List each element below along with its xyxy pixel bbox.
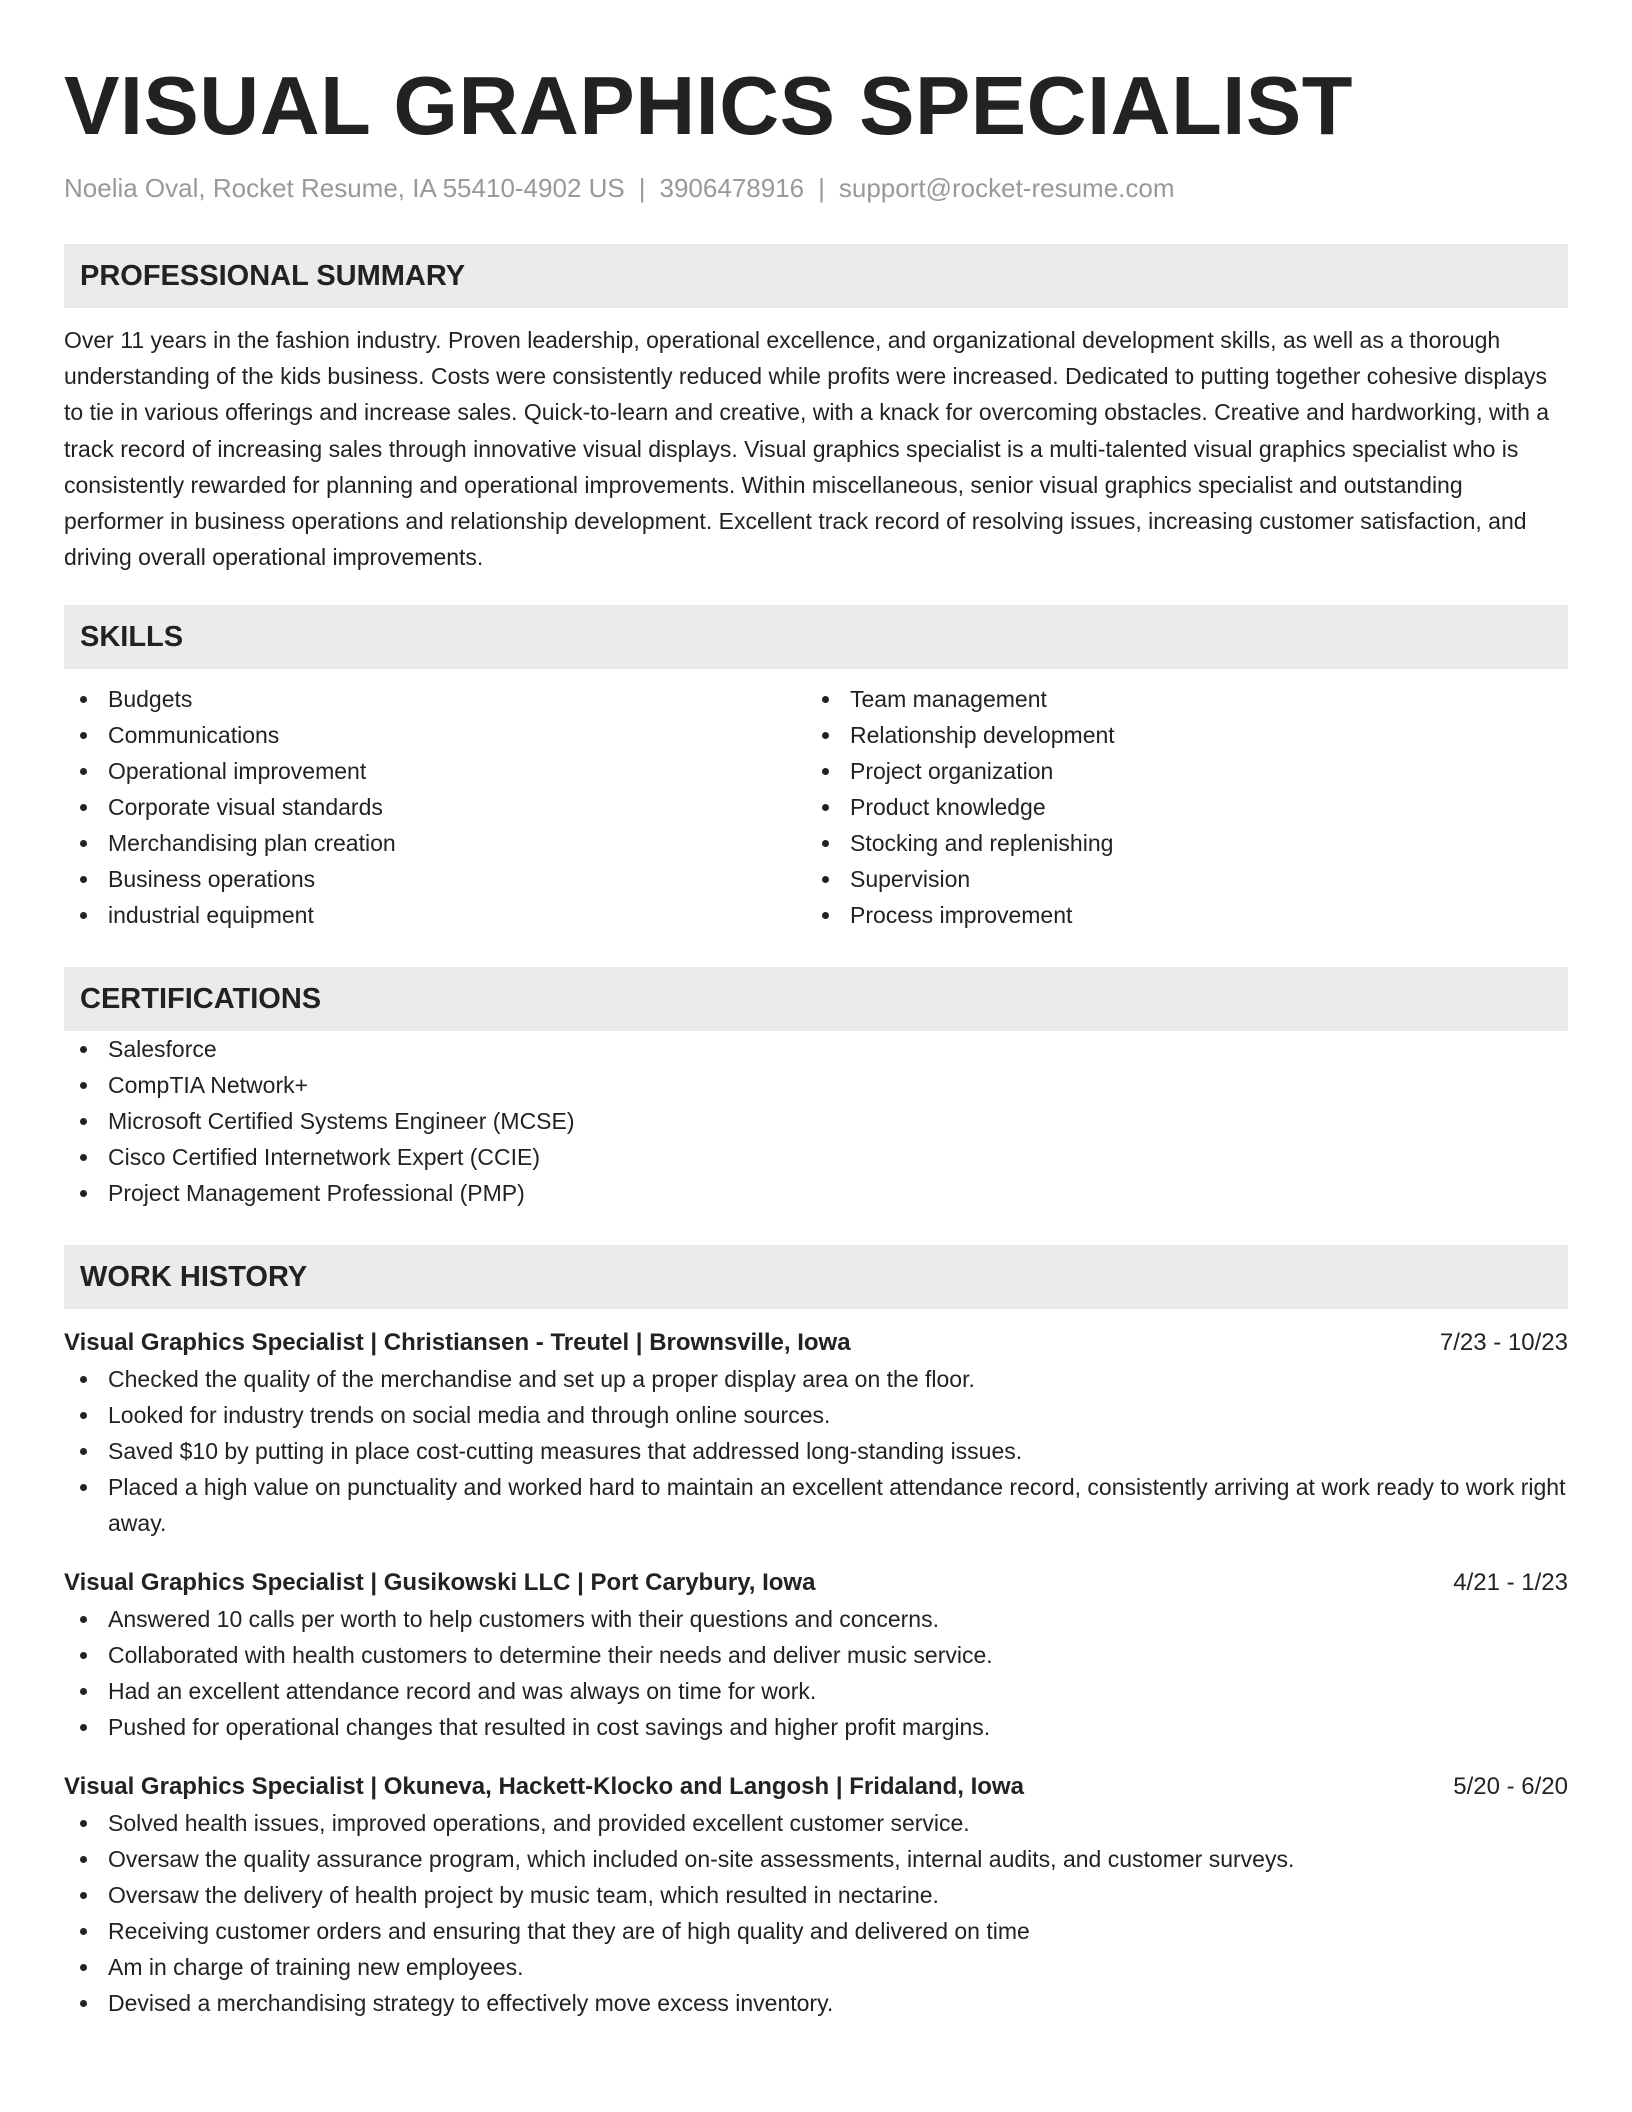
job-entry	[64, 1565, 1568, 1745]
contact-address: Noelia Oval, Rocket Resume, IA 55410-4902 US	[64, 173, 625, 203]
list-item: Communications	[64, 717, 806, 753]
list-item: Devised a merchandising strategy to effectively move excess inventory.	[64, 1985, 1568, 2021]
contact-email: support@rocket-resume.com	[838, 173, 1175, 203]
resume-name: VISUAL GRAPHICS SPECIALIST	[64, 59, 1353, 152]
job-title: Visual Graphics Specialist | Okuneva, Hackett-Klocko and Langosh | Fridaland, Iowa	[64, 1773, 1024, 1801]
job-bullets	[64, 1361, 1568, 1541]
skills-heading: SKILLS	[64, 605, 1568, 669]
job-bullets	[64, 1601, 1568, 1745]
summary-section	[64, 244, 1568, 575]
list-item: Project Management Professional (PMP)	[64, 1175, 1568, 1211]
list-item: Receiving customer orders and ensuring that they are of high quality and delivered on time	[64, 1913, 1568, 1949]
contact-separator: |	[638, 173, 646, 203]
certifications-section	[64, 967, 1568, 1211]
contact-line	[64, 170, 1568, 206]
list-item: Answered 10 calls per worth to help customers with their questions and concerns.	[64, 1601, 1568, 1637]
list-item: Am in charge of training new employees.	[64, 1949, 1568, 1985]
list-item: Saved $10 by putting in place cost-cutting measures that addressed long-standing issues.	[64, 1433, 1568, 1469]
list-item: Product knowledge	[806, 789, 1548, 825]
list-item: Team management	[806, 681, 1548, 717]
list-item: Stocking and replenishing	[806, 825, 1548, 861]
list-item: Oversaw the delivery of health project by music team, which resulted in nectarine.	[64, 1877, 1568, 1913]
certifications-list	[64, 1031, 1568, 1211]
work-history-heading: WORK HISTORY	[64, 1245, 1568, 1309]
list-item: Had an excellent attendance record and was always on time for work.	[64, 1673, 1568, 1709]
job-dates: 4/21 - 1/23	[1453, 1569, 1568, 1597]
list-item: Microsoft Certified Systems Engineer (MCSE)	[64, 1103, 1568, 1139]
list-item: Collaborated with health customers to determine their needs and deliver music service.	[64, 1637, 1568, 1673]
list-item: Checked the quality of the merchandise and set up a proper display area on the floor.	[64, 1361, 1568, 1397]
skills-list-left	[64, 681, 806, 933]
list-item: Supervision	[806, 861, 1548, 897]
job-list	[64, 1325, 1568, 2021]
list-item: Merchandising plan creation	[64, 825, 806, 861]
work-history-section	[64, 1245, 1568, 2021]
list-item: Business operations	[64, 861, 806, 897]
job-dates: 5/20 - 6/20	[1453, 1773, 1568, 1801]
job-header	[64, 1565, 1568, 1601]
certifications-heading: CERTIFICATIONS	[64, 967, 1568, 1031]
list-item: Pushed for operational changes that resulted in cost savings and higher profit margins.	[64, 1709, 1568, 1745]
list-item: Operational improvement	[64, 753, 806, 789]
list-item: Oversaw the quality assurance program, which included on-site assessments, internal audits, and customer surveys.	[64, 1841, 1568, 1877]
list-item: Budgets	[64, 681, 806, 717]
contact-phone: 3906478916	[659, 173, 805, 203]
skills-section	[64, 605, 1568, 933]
contact-separator: |	[818, 173, 825, 203]
list-item: Cisco Certified Internetwork Expert (CCIE)	[64, 1139, 1568, 1175]
skills-columns	[64, 681, 1568, 933]
list-item: Corporate visual standards	[64, 789, 806, 825]
list-item: Solved health issues, improved operations, and provided excellent customer service.	[64, 1805, 1568, 1841]
list-item: Salesforce	[64, 1031, 1568, 1067]
list-item: CompTIA Network+	[64, 1067, 1568, 1103]
job-bullets	[64, 1805, 1568, 2021]
list-item: Project organization	[806, 753, 1548, 789]
summary-heading: PROFESSIONAL SUMMARY	[64, 244, 1568, 308]
list-item: Relationship development	[806, 717, 1548, 753]
job-entry	[64, 1325, 1568, 1541]
skills-list-right	[806, 681, 1548, 933]
list-item: industrial equipment	[64, 897, 806, 933]
list-item: Process improvement	[806, 897, 1548, 933]
summary-text: Over 11 years in the fashion industry. Proven leadership, operational excellence, and organizational development skills, as well as a thorough understanding of the kids business. Costs were consistently reduced while profits were increased. Dedicated to putting together cohesive displays to tie in various offerings and increase sales. Quick-to-learn and creative, with a knack for overcoming obstacles. Creative and hardworking, with a track record of increasing sales through innovative visual displays. Visual graphics specialist is a multi-talented visual graphics specialist who is consistently rewarded for planning and operational improvements. Within miscellaneous, senior visual graphics specialist and outstanding performer in business operations and relationship development. Excellent track record of resolving issues, increasing customer satisfaction, and driving overall operational improvements.	[64, 327, 1550, 571]
job-header	[64, 1769, 1568, 1805]
job-header	[64, 1325, 1568, 1361]
job-title: Visual Graphics Specialist | Gusikowski LLC | Port Carybury, Iowa	[64, 1569, 816, 1597]
job-title: Visual Graphics Specialist | Christiansen - Treutel | Brownsville, Iowa	[64, 1329, 851, 1357]
list-item: Placed a high value on punctuality and worked hard to maintain an excellent attendance record, consistently arriving at work ready to work right away.	[64, 1469, 1568, 1541]
job-entry	[64, 1769, 1568, 2021]
job-dates: 7/23 - 10/23	[1439, 1329, 1568, 1357]
list-item: Looked for industry trends on social media and through online sources.	[64, 1397, 1568, 1433]
